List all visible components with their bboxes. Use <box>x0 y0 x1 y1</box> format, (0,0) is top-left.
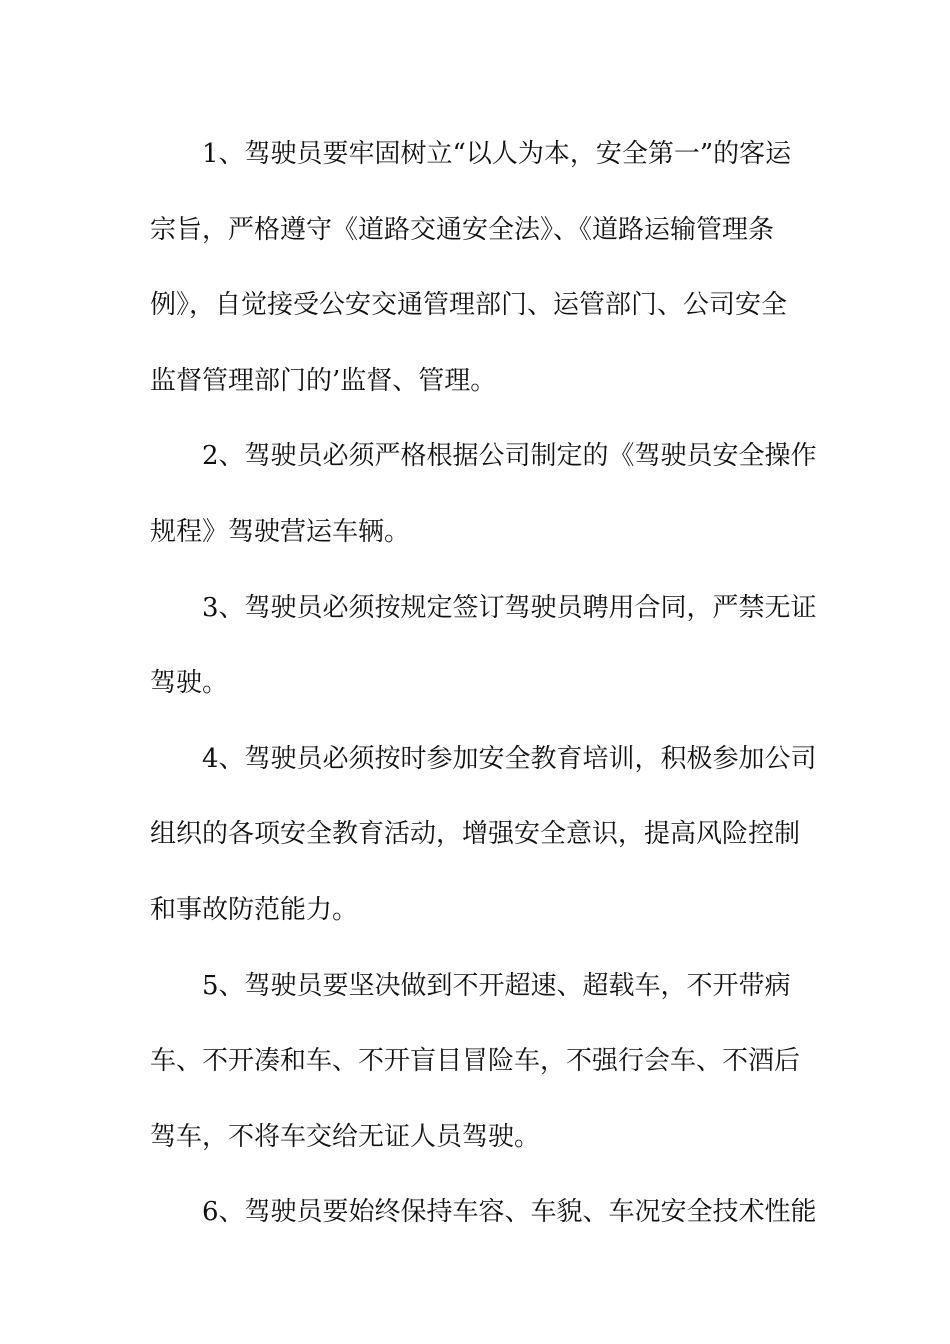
paragraph-1-line-4: 监督管理部门的’监督、管理。 <box>150 365 497 396</box>
paragraph-4-line-1: 4、驾驶员必须按时参加安全教育培训，积极参加公司 <box>202 743 817 774</box>
paragraph-4-line-3: 和事故防范能力。 <box>150 894 359 925</box>
paragraph-3-line-2: 驾驶。 <box>150 668 229 699</box>
paragraph-6-line-1: 6、驾驶员要始终保持车容、车貌、车况安全技术性能 <box>202 1197 817 1228</box>
paragraph-1-line-2: 宗旨，严格遵守《道路交通安全法》、《道路运输管理条 <box>150 214 775 245</box>
paragraph-5-line-2: 车、不开凑和车、不开盲目冒险车，不强行会车、不酒后 <box>150 1046 801 1077</box>
paragraph-3-line-1: 3、驾驶员必须按规定签订驾驶员聘用合同，严禁无证 <box>202 592 817 623</box>
paragraph-4-line-2: 组织的各项安全教育活动，增强安全意识，提高风险控制 <box>150 819 801 850</box>
paragraph-2-line-2: 规程》驾驶营运车辆。 <box>150 516 411 547</box>
paragraph-5-line-3: 驾车，不将车交给无证人员驾驶。 <box>150 1121 541 1152</box>
document-body <box>150 126 817 1260</box>
paragraph-2-line-1: 2、驾驶员必须严格根据公司制定的《驾驶员安全操作 <box>202 441 817 472</box>
paragraph-1-line-3: 例》，自觉接受公安交通管理部门、运管部门、公司安全 <box>150 290 788 321</box>
paragraph-1-line-1: 1、驾驶员要牢固树立“以人为本，安全第一”的客运 <box>202 139 792 169</box>
paragraph-5-line-1: 5、驾驶员要坚决做到不开超速、超载车，不开带病 <box>202 970 791 1001</box>
